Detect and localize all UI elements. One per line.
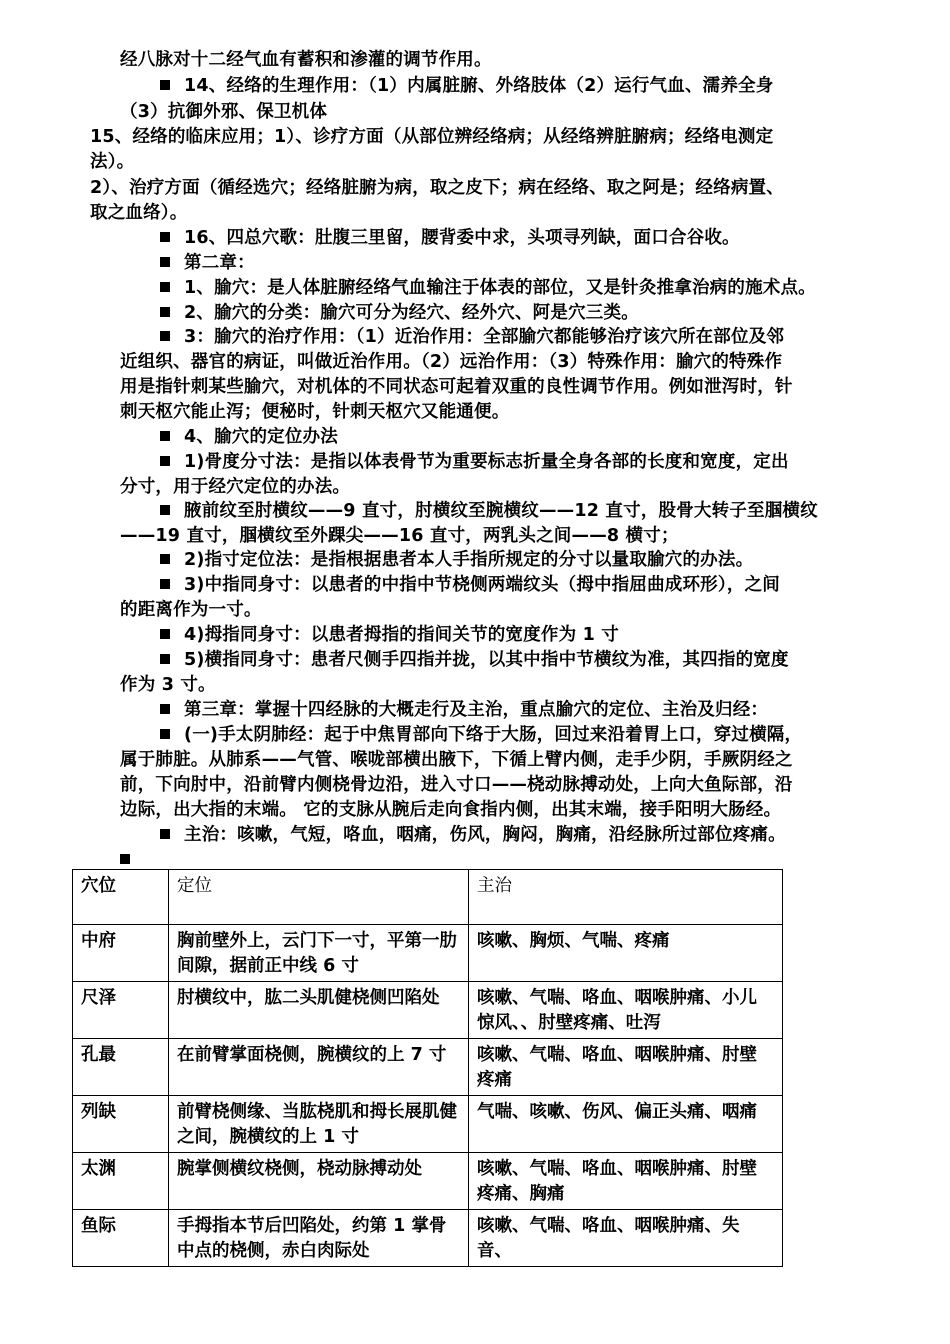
text-line: 第三章：掌握十四经脉的大概走行及主治，重点腧穴的定位、主治及归经：	[160, 698, 768, 722]
text-line: 14、经络的生理作用：（1）内属脏腑、外络肢体（2）运行气血、濡养全身	[160, 74, 773, 98]
text-line: 3)中指同身寸：以患者的中指中节桡侧两端纹头（拇中指屈曲成环形），之间	[160, 573, 780, 597]
bullet-icon	[160, 307, 170, 317]
table-cell: 鱼际	[73, 1210, 169, 1267]
text-line: 前，下向肘中，沿前臂内侧桡骨边沿，进入寸口——桡动脉搏动处，上向大鱼际部，沿	[120, 775, 793, 795]
text-line: 腋前纹至肘横纹——9 直寸，肘横纹至腕横纹——12 直寸，股骨大转子至腘横纹	[160, 499, 818, 523]
text-line: （3）抗御外邪、保卫机体	[120, 102, 328, 122]
bullet-icon	[160, 505, 170, 515]
text-line: 用是指针刺某些腧穴，对机体的不同状态可起着双重的良性调节作用。例如泄泻时，针	[120, 377, 793, 397]
bullet-icon	[160, 282, 170, 292]
text-line: 的距离作为一寸。	[120, 600, 262, 620]
bullet-icon	[160, 704, 170, 714]
table-cell: 咳嗽、气喘、咯血、咽喉肿痛、失音、	[469, 1210, 783, 1267]
acupoint-table	[72, 869, 783, 1267]
text-line: 分寸，用于经穴定位的办法。	[120, 477, 351, 497]
text-line: 属于肺脏。从肺系——气管、喉咙部横出腋下，下循上臂内侧，走手少阴，手厥阴经之	[120, 750, 793, 770]
table-cell: 中府	[73, 925, 169, 982]
text-line: 4)拇指同身寸：以患者拇指的指间关节的宽度作为 1 寸	[160, 623, 619, 647]
bullet-icon	[160, 80, 170, 90]
table-cell: 咳嗽、气喘、咯血、咽喉肿痛、小儿惊风、、肘壁疼痛、吐泻	[469, 982, 783, 1039]
table-cell: 咳嗽、胸烦、气喘、疼痛	[469, 925, 783, 982]
table-cell: 太渊	[73, 1153, 169, 1210]
bullet-icon	[160, 257, 170, 267]
table-cell: 尺泽	[73, 982, 169, 1039]
table-row	[73, 1153, 783, 1210]
bullet-icon	[160, 654, 170, 664]
bullet-icon	[160, 456, 170, 466]
text-line: 作为 3 寸。	[120, 675, 216, 695]
table-cell: 列缺	[73, 1096, 169, 1153]
text-line: 4、腧穴的定位办法	[160, 425, 338, 449]
header-cell: 定位	[169, 870, 469, 925]
table-row	[73, 1210, 783, 1267]
table-cell: 气喘、咳嗽、伤风、偏正头痛、咽痛	[469, 1096, 783, 1153]
bullet-icon	[160, 232, 170, 242]
text-line: 主治：咳嗽，气短，咯血，咽痛，伤风，胸闷，胸痛，沿经脉所过部位疼痛。	[160, 823, 786, 847]
bullet-icon	[160, 829, 170, 839]
text-line: 5)横指同身寸：患者尺侧手四指并拢，以其中指中节横纹为准，其四指的宽度	[160, 648, 789, 672]
text-line: 2、腧穴的分类：腧穴可分为经穴、经外穴、阿是穴三类。	[160, 301, 639, 325]
text-line: 16、四总穴歌：肚腹三里留，腰背委中求，头项寻列缺，面口合谷收。	[160, 226, 740, 250]
text-line: ——19 直寸，腘横纹至外踝尖——16 直寸，两乳头之间——8 横寸；	[120, 526, 679, 546]
table-cell: 腕掌侧横纹桡侧，桡动脉搏动处	[169, 1153, 469, 1210]
table-cell: 胸前壁外上，云门下一寸，平第一肋间隙，据前正中线 6 寸	[169, 925, 469, 982]
table-row	[73, 1039, 783, 1096]
text-line: 法）。	[90, 152, 135, 172]
text-line: 1)骨度分寸法：是指以体表骨节为重要标志折量全身各部的长度和宽度，定出	[160, 450, 789, 474]
header-cell: 主治	[469, 870, 783, 925]
text-line: 第二章：	[160, 251, 255, 275]
bullet-icon	[160, 579, 170, 589]
text-line: 边际，出大指的末端。 它的支脉从腕后走向食指内侧，出其末端，接手阳明大肠经。	[120, 800, 782, 820]
table-cell: 前臂桡侧缘、当肱桡肌和拇长展肌健之间，腕横纹的上 1 寸	[169, 1096, 469, 1153]
bullet-icon	[120, 854, 130, 864]
text-line: 近组织、器官的病证，叫做近治作用。（2）远治作用：（3）特殊作用：腧穴的特殊作	[120, 352, 783, 372]
table-cell: 孔最	[73, 1039, 169, 1096]
text-line: (一)手太阴肺经：起于中焦胃部向下络于大肠，回过来沿着胃上口，穿过横隔，	[160, 723, 802, 747]
table-cell: 在前臂掌面桡侧，腕横纹的上 7 寸	[169, 1039, 469, 1096]
table-row	[73, 982, 783, 1039]
table-cell: 手拇指本节后凹陷处，约第 1 掌骨中点的桡侧，赤白肉际处	[169, 1210, 469, 1267]
text-line: 刺天枢穴能止泻；便秘时，针刺天枢穴又能通便。	[120, 402, 510, 422]
table-cell: 咳嗽、气喘、咯血、咽喉肿痛、肘壁疼痛、胸痛	[469, 1153, 783, 1210]
bullet-icon	[160, 554, 170, 564]
table-cell: 肘横纹中，肱二头肌健桡侧凹陷处	[169, 982, 469, 1039]
table-header-row	[73, 870, 783, 925]
text-line: 取之血络）。	[90, 203, 188, 223]
bullet-icon	[160, 331, 170, 341]
bullet-icon	[160, 729, 170, 739]
text-line: 经八脉对十二经气血有蓄积和渗灌的调节作用。	[120, 50, 492, 70]
text-line: 2)指寸定位法：是指根据患者本人手指所规定的分寸以量取腧穴的办法。	[160, 548, 753, 572]
text-line: 15、经络的临床应用；1）、诊疗方面（从部位辨经络病；从经络辨脏腑病；经络电测定	[90, 127, 774, 147]
bullet-icon	[160, 629, 170, 639]
header-cell: 穴位	[73, 870, 169, 925]
table-row	[73, 1096, 783, 1153]
text-line: 2）、治疗方面（循经选穴；经络脏腑为病，取之皮下；病在经络、取之阿是；经络病置、	[90, 178, 784, 198]
bullet-icon	[160, 431, 170, 441]
table-row	[73, 925, 783, 982]
text-line: 3：腧穴的治疗作用：（1）近治作用：全部腧穴都能够治疗该穴所在部位及邻	[160, 325, 784, 349]
text-line: 1、腧穴：是人体脏腑经络气血输注于体表的部位，又是针灸推拿治病的施术点。	[160, 276, 816, 300]
table-cell: 咳嗽、气喘、咯血、咽喉肿痛、肘壁疼痛	[469, 1039, 783, 1096]
